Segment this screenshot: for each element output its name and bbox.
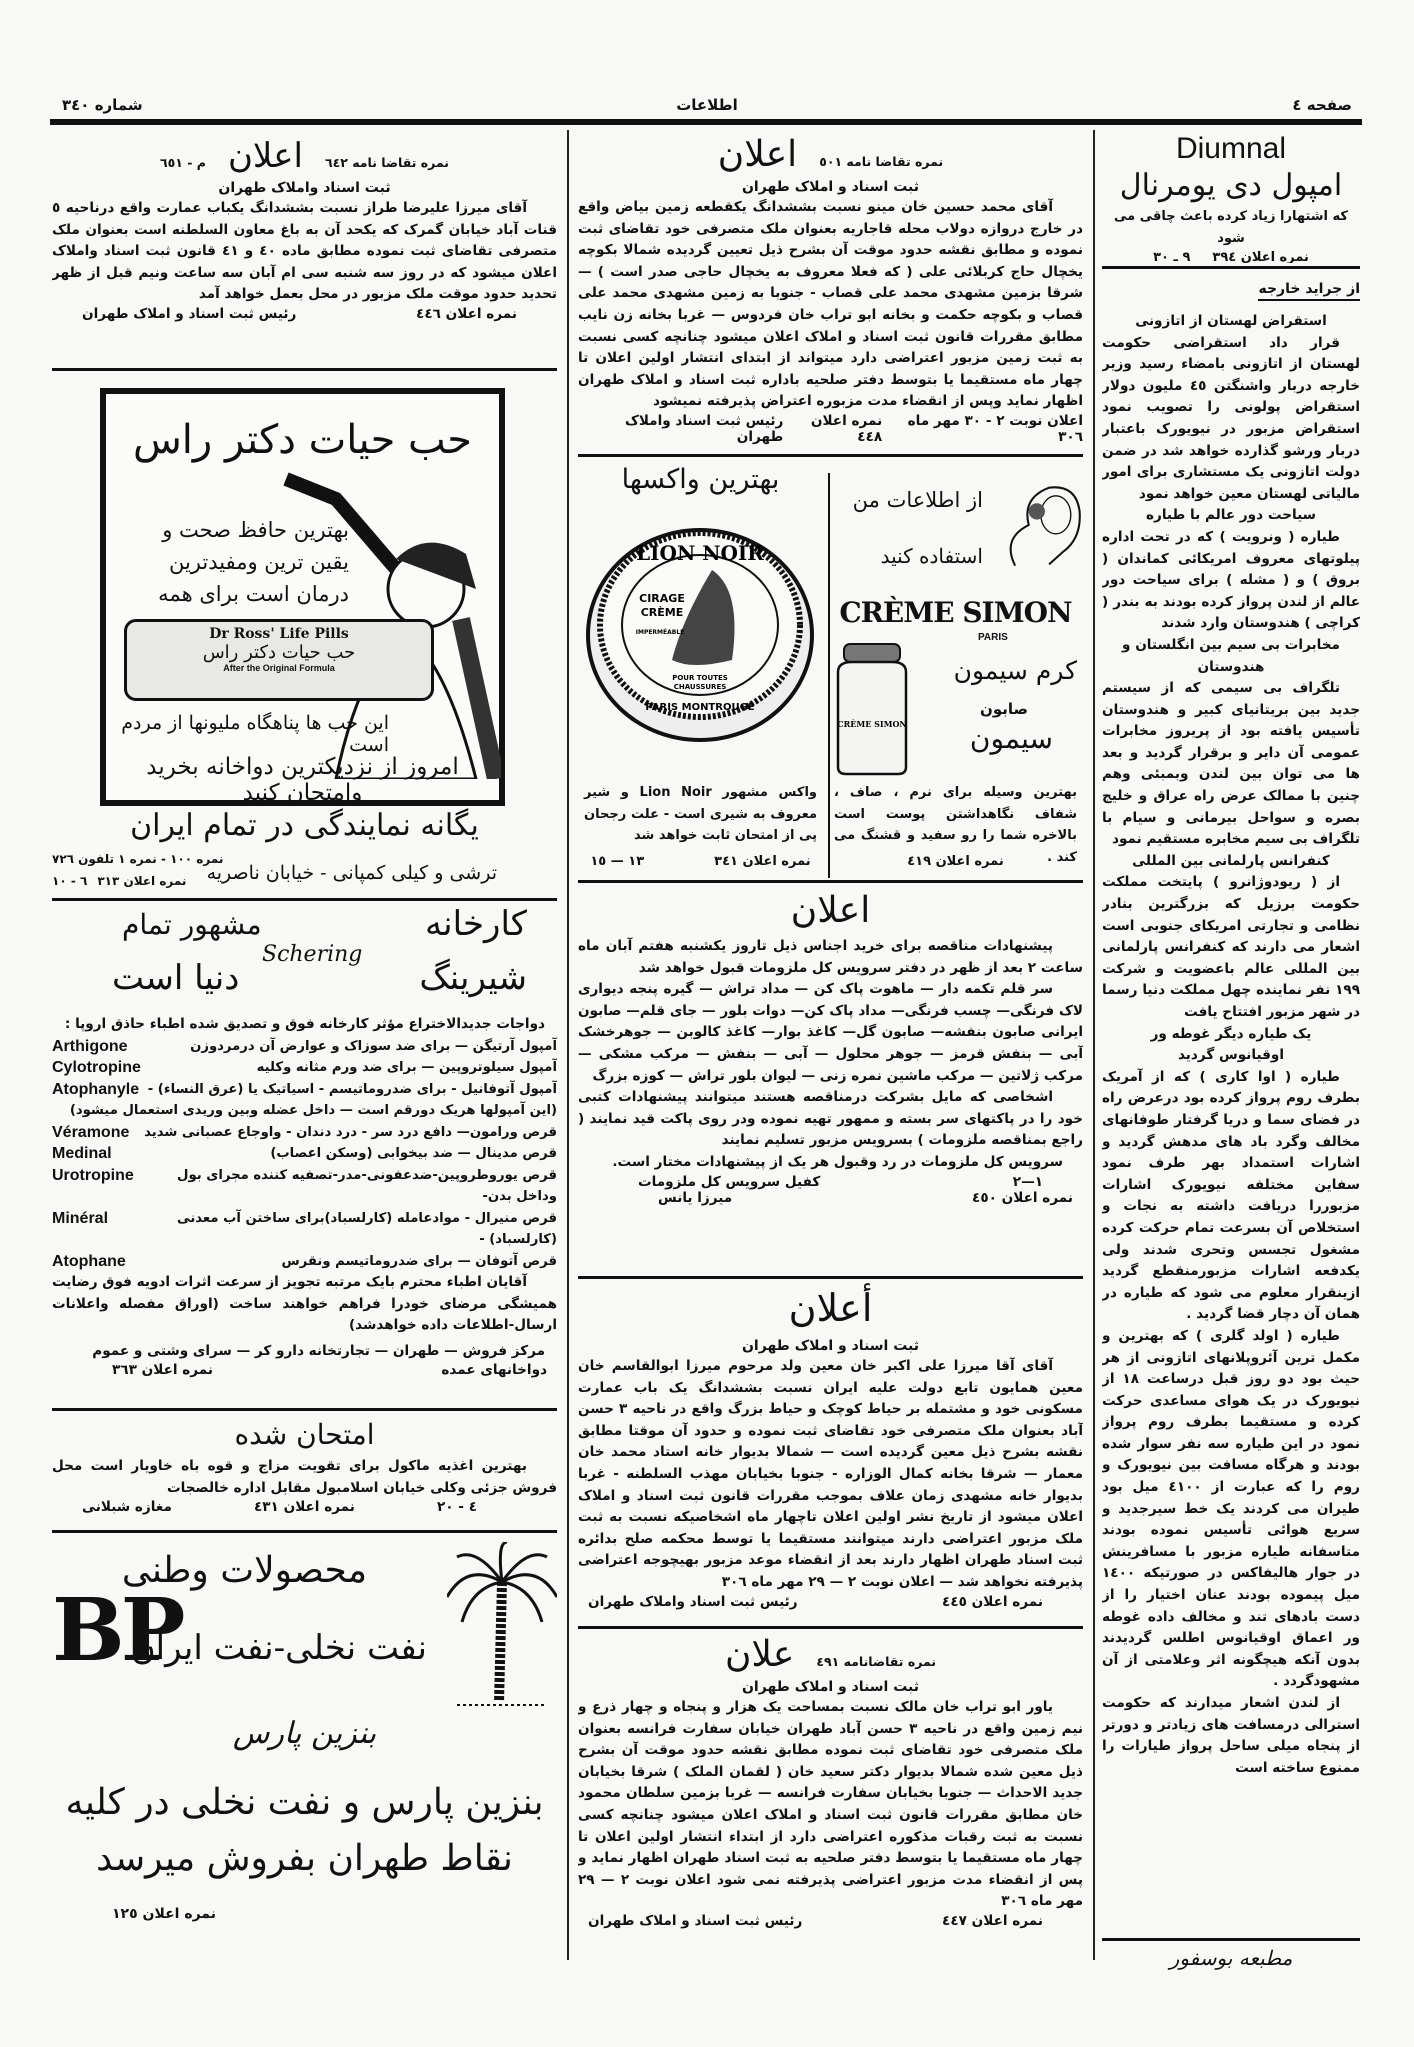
notice-body: آقای محمد حسین خان مینو نسبت بششدانگ یکقطعه زمین بیاض واقع در خارج دروازه دولاب محله قاجاریه بعنوان ملک متصرفی خود تقاضای ثبت نموده و مطابق نقشه حدود موقت آن بشرح ذیل تعیین گردیده شمالا بکوچه یخچال حاج کربلائی علی ( که فعلا معروف به یخچال حاجی صدر است ) — شرقا بزمین مشهدی محمد علی قصاب - جنوبا به زمین مشهدی محمد علی قصاب و بکوچه حکمت و بخانه ابو تراب خان فردوس — غربا بخانه زن نایب مطابق مقررات قانون ثبت اسناد و املاک اعلان میشود چنانچه کسی نسبت به ثبت زمین مزبور اعتراضی دارد میتواند از ابتدای انتشار اولین اعلان تا چهار ماه مستقیما یا بتوسط دفتر صلحیه باداره ثبت اسناد و املاک طهران اظهار نماید وپس از انقضاء مدت مزبوره اعتراض پذیرفته نمیشود xyxy=(578,199,1083,410)
registration-notice-642 xyxy=(52,136,557,361)
divider xyxy=(578,880,1083,883)
ross-phone: نمره ١٠٠ - نمره ١ تلفون ٧٢٦ xyxy=(52,852,224,866)
request-number: نمره تقاضا نامه ٦٤٢ xyxy=(324,155,449,170)
ad-code: ١٣ — ١٥ xyxy=(590,854,645,869)
drug-item: آمپول آتوفانیل - برای ضدروماتیسم - اسیاتیک یا (عرق النساء) - Atophanyle xyxy=(52,1080,557,1098)
pack-label-en: Dr Ross' Life Pills xyxy=(209,626,349,642)
lion-body: واکس مشهور Lion Noir و شیر معروف به شیری است - علت رجحان پی از امتحان ثابت خواهد شد xyxy=(584,785,817,844)
bp-line1: بنزین پارس و نفت نخلی در کلیه xyxy=(65,1782,544,1823)
ross-line2: این حب ها پناهگاه ملیونها از مردم است xyxy=(121,712,389,756)
shop-name: مغازه شبلانی xyxy=(82,1499,172,1516)
newspaper-name: اطلاعات xyxy=(676,96,738,114)
article-paragraph: طیاره ( اولد گلری ) که بهترین و مکمل ترین آئروپلانهای اتازونی از هر حیث بود دو روز قبل درساعت ١٨ از نیویورک در یک هوای مساعدی حرکت کرده و مستقیما بطرف روم پرواز نمود در این طیاره سه نفر سوار شده بودند و هرگاه مسافت بین نیویورک و روم را که عبارت از ٤١٠٠ میل بود طیران می کردند یک خط سیرجدید و سریع هوائی تأسیس نموده بودند متاسفانه طیاره مزبور با مسافرینش در جوار هالیفاکس در صورتیکه ١٤٠٠ میل پیموده بودند عنان اختیار را از دست بادهای تند و مخالف داده غوطه ور اعماق اوقیانوس اطلس گردیدند بدون آنکه هیچگونه اثر وعلامتی از آن مشهودگردد . xyxy=(1102,1327,1360,1690)
pack-label-fa: حب حیات دکتر راس xyxy=(202,642,356,663)
lion-noir-ad xyxy=(578,460,823,880)
jar-label: CRÈME SIMON xyxy=(837,719,907,729)
schering-heading: دنیا است xyxy=(112,958,240,998)
schering-heading: کارخانه xyxy=(424,904,527,944)
schering-heading: شیرینگ xyxy=(419,958,527,998)
notice-title: أعلان xyxy=(788,1286,873,1330)
simon-city: PARIS xyxy=(978,632,1008,643)
cream-jar-icon xyxy=(832,642,912,777)
notice-signature: رئیس ثبت اسناد واملاک طهران xyxy=(588,1593,798,1610)
notice-title: اعلان xyxy=(717,134,798,175)
simon-brand: CRÈME SIMON xyxy=(839,596,1072,629)
notice-signature: رئیس ثبت اسناد و املاک طهران xyxy=(588,1912,803,1929)
bp-brand: بنزین پارس xyxy=(232,1716,377,1751)
tin-line1: CIRAGE xyxy=(639,592,685,605)
bp-subtitle: نفت نخلی-نفت ایران xyxy=(130,1628,427,1668)
article-paragraph: طیاره ( اوا کاری ) که از آمریک بطرف روم پرواز کرده بود درعرض راه در فضای سما و دریا گرفتار طوفانهای مخالف وگرد باد های مدهش گردید و اشارات استمداد بهر طرف نمود سفاین مختلفه نیویورک اشارات مزبوررا دریافت داشته به نجات و استخلاص آن بسرعت تمام حرکت کرده مشغول تجسس وتحری شدند ولی یکدفعه اشارات مزبورمنقطع گردید ازینقرار معلوم می شود که طیاره در همان آن دچار قضا گردید . xyxy=(1102,1068,1360,1323)
ad-number: نمره اعلان ٤٤٧ xyxy=(942,1912,1043,1929)
palm-tree-icon xyxy=(447,1542,557,1712)
drug-item: قرص مدینال — ضد بیخوابی (وسکن اعصاب) Medinal xyxy=(52,1145,557,1163)
article-heading: یک طیاره دیگر غوطه ور اوقیانوس گردید xyxy=(1150,1025,1312,1064)
schering-doctors-note: آقایان اطباء محترم بایک مرتبه تجویز از سرعت اثرات ادویه فوق رضایت همیشگی مرضای خودرا فراهم خواهند ساخت (اوراق مفصله واعلانات ارسال-اطلاعات داده خواهدشد) xyxy=(52,1274,557,1334)
notice-title: اعلان xyxy=(790,890,871,931)
request-number: نمره تقاضا نامه ٥٠١ xyxy=(819,154,944,169)
article-heading: استقراض لهستان از اتازونی xyxy=(1135,313,1327,329)
drug-note: (این آمپولها هریک دورقم است — داخل عضله وبین وریدی استعمال میشود) xyxy=(69,1103,557,1119)
ad-number: نمره اعلان ٤٣١ xyxy=(253,1499,355,1516)
simon-tagline: از اطلاعات من xyxy=(852,488,983,512)
ross-slogan-line: درمان است برای همه xyxy=(158,582,349,606)
ad-number: نمره اعلان ٤٤٦ xyxy=(416,305,517,322)
tender-intro: پیشنهادات مناقصه برای خرید اجناس ذیل تاروز یکشنبه هفتم آبان ماه ساعت ٢ بعد از ظهر در دفتر سرویس کل ملزومات قبول خواهد شد xyxy=(578,938,1083,976)
divider xyxy=(578,454,1083,457)
tin-brand: LION NOIR xyxy=(636,541,764,565)
simon-fa-name: کرم سیمون xyxy=(953,656,1077,685)
registration-notice-445 xyxy=(578,1282,1083,1622)
notice-body: آقای آقا میرزا علی اکبر خان معین ولد مرحوم میرزا ابوالقاسم خان معین همایون تابع دولت علیه ایران نسبت بششدانگ یک باب عمارت مسکونی خود و مشتمله بر حیاط کوچک و حیاط بزرگ واقع در ناحیه ٣ حسن آباد بعنوان ملک متصرفی خود تقاضای ثبت نموده و حدود آن موقتا مطابق نقشه بشرح ذیل معین گردیده است — شمالا بدیوار خانه استاد محمد خان معمار — شرقا بخانه کمال الوزاره - جنوبا بخیابان مهذب السلطنه - غربا بدیوار خانه مشهدی زمان علاف بموجب مقررات قانون ثبت اسناد و املاک اعلان میشود از تاریخ نشر اولین اعلان تاچهار ماه اشخاصیکه نسبت به ثبت ملک مزبور اعتراضی دارند میتوانند مستقیما یا توسط محکمه صلح بدائره ثبت اسناد طهران اظهار دارند بعد از انقضاء موعد مزبور بهیچوجه اعتراضی پذیرفته نخواهد شد — اعلان نوبت ٢ — ٢٩ مهر ماه ٣٠٦ xyxy=(578,1358,1083,1590)
bp-line2: نقاط طهران بفروش میرسد xyxy=(96,1838,513,1879)
ad-code: ٤ - ٢٠ xyxy=(436,1499,477,1516)
schering-sales: مرکز فروش — طهران — تجارتخانه دارو کر — سرای وشتی و عموم xyxy=(92,1342,545,1359)
ross-slogan-line: یقین ترین ومفیدترین xyxy=(168,550,349,574)
ad-number: نمره اعلان ٤٤٨ xyxy=(810,412,883,445)
notice-subtitle: ثبت اسناد و املاک طهران xyxy=(741,1338,920,1354)
registration-notice-501 xyxy=(578,134,1083,452)
notice-body: آقای میرزا علیرضا طراز نسبت بششدانگ یکباب عمارت واقع درناحیه ٥ قنات آباد خیابان گمرک که یکحد آن به باغ معاون السلطنه است بعنوان ملک متصرفی تقاضای ثبت نموده مطابق ماده ٤٠ و ٤١ قانون ثبت اسناد واملاک اعلان میشود که در روز سه شنبه سی ام آبان سه ساعت ونیم قبل از ظهر تحدید حدود موقت ملک مزبور در محل بعمل خواهد آمد xyxy=(52,200,557,303)
notice-subtitle: ثبت اسناد و املاک طهران xyxy=(741,1679,920,1695)
notice-title: اعلان xyxy=(227,136,303,176)
divider xyxy=(578,1276,1083,1279)
drug-item: قرص آتوفان — برای ضدروماتیسم ونقرس Atophane xyxy=(52,1252,557,1270)
schering-ad xyxy=(52,904,557,1404)
middle-column xyxy=(578,128,1083,1968)
drug-item: آمپول سیلوتروپین — برای ضد ورم مثانه وکلیه Cylotropine xyxy=(52,1059,557,1077)
ad-number: نمره اعلان ٣٤١ xyxy=(714,854,811,869)
drug-item: قرص یوروطروپین-ضدعفونی-مدر-تصفیه کننده مجرای بول وداخل بدن- Urotropine xyxy=(52,1166,557,1205)
caviar-ad xyxy=(52,1414,557,1526)
divider xyxy=(1102,266,1360,269)
schering-logo: Schering xyxy=(262,942,363,967)
request-number: نمره تقاضانامه ٤٩١ xyxy=(816,1654,937,1669)
article-paragraph: از ( ریودوژانرو ) پایتخت مملکت حکومت برزیل که بزرگترین بنادر نظامی و تجارتی امریکای جنوبی است اشعار می دارند که کنفرانس پارلمانی بین المللی عالم باعضویت و شرکت ١٩٩ نفر نماینده چهل مملکت دنیا رسما در شهر مزبور افتتاح یافت xyxy=(1102,874,1360,1020)
diumnal-title: امپول دی یومرنال xyxy=(1119,168,1343,203)
pill-package-icon xyxy=(124,619,434,701)
ad-number: نمره اعلان ٣٦٣ xyxy=(112,1362,213,1379)
lion-title: بهترین واکسها xyxy=(621,464,780,495)
diumnal-latin: Diumnal xyxy=(1175,132,1287,165)
simon-body: بهترین وسیله برای نرم ، صاف ، شفاف نگاهداشتن پوست است بالاخره شما را رو سفید و قشنگ می کند . xyxy=(834,785,1077,865)
column-divider xyxy=(1093,130,1095,1960)
ad-number: نمره اعلان ٤٤٥ xyxy=(942,1593,1043,1610)
divider xyxy=(52,1530,557,1533)
diumnal-ad xyxy=(1102,128,1360,263)
ross-contact xyxy=(52,852,557,896)
article-paragraph: از لندن اشعار میدارند که حکومت استرالی درمسافت های زیادتر و دورتر از پنجاه میلی ساحل پرواز طیارات را ممنوع ساخته است xyxy=(1102,1695,1360,1776)
drug-item: قرص ورامون— دافع درد سر - درد دندان - واوجاع عصبانی شدید Véramone xyxy=(52,1123,557,1141)
tender-instructions: اشخاصی که مایل بشرکت درمناقصه هستند میتوانند پیشنهادات کتبی خود را در پاکتهای سر بسته و ممهور تهیه نموده ودر روی پاکت قید نمایند ( راجع بمناقصه ملزومات ) بسرویس مزبور تسلیم نمایند xyxy=(578,1089,1083,1149)
tender-note: سرویس کل ملزومات در رد وقبول هر یک از پیشنهادات مختار است. xyxy=(612,1153,1063,1170)
divider xyxy=(52,1408,557,1411)
divider xyxy=(578,1626,1083,1629)
ad-code: ١—٢ xyxy=(1012,1173,1043,1190)
woman-illustration xyxy=(988,460,1083,590)
notice-body: یاور ابو تراب خان مالک نسبت بمساحت یک هزار و پنجاه و چهار ذرع و نیم زمین واقع در ناحیه ٣ حسن آباد طهران خیابان سفارت فرانسه بعنوان ملک متصرفی خود تقاضای ثبت نموده مطابق نقشه حدود موقت آن بشرح ذیل معین شده شمالا بدیوار دکتر سعید خان ( لقمان الملک ) شرقا بخیابان جدید الاحداث — جنوبا بخیابان سفارت فرانسه — غربا بزمین سلطان محمود خان مطابق مقررات قانون ثبت اسناد و املاک اعلان میشود چنانچه کسی نسبت به ثبت رقبات مذکوره اعتراضی دارد از ابتداء انتشار اولین اعلان تا چهار ماه مستقیما یا بتوسط دفتر صلحیه به ثبت اسناد طهران اظهار نماید و پس از انقضاء مدت مزبور اعتراضی پذیرفته نمی شود اعلان نوبت ٢ — ٢٩ مهر ماه ٣٠٦ xyxy=(578,1699,1083,1910)
left-column xyxy=(52,128,557,1988)
article-heading: کنفرانس پارلمانی بین المللی xyxy=(1132,852,1330,869)
article-paragraph: قرار داد استقراضی حکومت لهستان از اتازونی بامضاء رسید وزیر خارجه دربار واشنگتن ٤٥ ملیون دولار استقراض پولونی را تصویب نمود استقراض مزبور در نیویورک باعتبار دربار ورشو گذارده خواهد شد در ضمن دولت اتازونی یک مستشاری برای امور مالیاتی لهستان معین خواهد نمود xyxy=(1102,334,1360,502)
ad-number: نمره اعلان ٤٥٠ xyxy=(972,1189,1073,1206)
tender-office: کفیل سرویس کل ملزومات xyxy=(638,1173,821,1190)
drug-item: آمپول آرتیگن — برای ضد سوزاک و عوارض آن درمردوزن Arthigone xyxy=(52,1037,557,1055)
header-rule xyxy=(50,119,1362,125)
page-number: صفحه ٤ xyxy=(1292,96,1352,114)
tin-line2: CRÈME xyxy=(640,606,684,619)
pack-sub: After the Original Formula xyxy=(223,663,335,673)
ross-title: حب حیات دکتر راس xyxy=(132,417,473,463)
column-divider xyxy=(567,130,569,1960)
divider xyxy=(52,898,557,901)
divider xyxy=(1102,1938,1360,1941)
notice-date: اعلان نوبت ٢ - ٣٠ مهر ماه ٣٠٦ xyxy=(907,412,1083,445)
foreign-press-section xyxy=(1102,278,1360,1933)
bp-ad xyxy=(52,1536,557,1976)
schering-heading: مشهور تمام xyxy=(122,908,262,941)
bp-logo: BP xyxy=(52,1580,182,1681)
article-paragraph: تلگراف بی سیمی که از سیستم جدید بین بریتانیای کبیر و هندوستان تأسیس یافته بود از پریروز مخابرات عمومی آن دایر و برقرار گردید و بعد ها می توان بین لندن وبمبئی وهم چنین با ممالک عرض راه عراق و خلیج بصره و سواحل بیرمانی و سیام با تلگراف بی سیم مخابره مستقیم نمود xyxy=(1102,680,1360,848)
printer-signature: مطبعه بوسفور xyxy=(1169,1946,1293,1970)
lion-noir-tin-icon xyxy=(582,510,818,745)
ross-company: ترشی و کیلی کمپانی - خیابان ناصریه xyxy=(206,862,497,884)
section-heading: از جراید خارجه xyxy=(1258,281,1360,301)
notice-title: علان xyxy=(724,1634,795,1675)
divider xyxy=(52,368,557,371)
tin-line3: IMPERMÉABLE xyxy=(635,629,685,636)
right-column xyxy=(1102,128,1360,1998)
article-heading: سیاحت دور عالم با طیاره xyxy=(1145,507,1317,524)
ross-agency: یگانه نمایندگی در تمام ایران xyxy=(130,808,479,843)
tested-body: بهترین اغذیه ماکول برای تقویت مزاج و قوه باه خاویار است محل فروش جزئی وکلی خیابان اسلامبول مقابل اداره خالصجات xyxy=(52,1458,557,1496)
notice-code: م - ٦٥١ xyxy=(160,155,206,170)
bp-title: محصولات وطنی xyxy=(121,1550,367,1591)
diumnal-text: که اشتهارا زیاد کرده باعث چاقی می شود xyxy=(1114,209,1348,246)
ad-number: نمره اعلان ٣١٣ xyxy=(97,874,187,888)
ad-divider xyxy=(828,473,830,878)
tin-city: PARIS MONTROUGE xyxy=(645,702,755,713)
ad-number: نمره اعلان ٤١٩ xyxy=(907,854,1004,869)
tender-signature: میرزا یانس xyxy=(658,1189,733,1206)
ross-bottom-line: امروز از نزدیکترین دواخانه بخرید وامتحان کنید xyxy=(146,754,459,806)
simon-tagline-2: استفاده کنید xyxy=(880,544,983,568)
notice-signature: رئیس ثبت اسناد واملاک طهران xyxy=(624,412,784,445)
ad-code: ٩ ـ ٣٠ xyxy=(1153,250,1191,263)
ad-number: نمره اعلان ١٢٥ xyxy=(112,1906,216,1922)
tested-title: امتحان شده xyxy=(234,1418,375,1451)
article-heading: مخابرات بی سیم بین انگلستان و هندوستان xyxy=(1122,636,1340,675)
notice-subtitle: ثبت اسناد واملاک طهران xyxy=(218,180,391,196)
tender-items: سر قلم تکمه دار — ماهوت پاک کن — مداد تراش — گیره پنجه دیواری لاک فرنگی— چسب فرنگی— مداد پاک کن— دوات بلور — جای قلم— صابون ایرانی صابون بنفشه— صابون گل— کاغذ بوار— کاغذ کالوبن — جوهرخشک آبی — بنفش قرمز — جوهر محلول — آبی — بنفش — مرکب مشکی — مرکب ژلاتین — مرکب ماشین نمره زنی — لیوان بلور تراش — کوزه بزرگ xyxy=(578,981,1083,1084)
tin-line4: POUR TOUTES xyxy=(672,674,728,682)
notice-signature: رئیس ثبت اسناد و املاک طهران xyxy=(82,305,297,322)
article-paragraph: طیاره ( ونرویت ) که در تحت اداره پیلوتهای معروف امریکائی کماندان ( بروق ) و ( مشله ) برای سیاحت دور عالم از لندن پرواز کرده بودند به بندر ( کراچی ) هندوستان وارد شدند xyxy=(1102,528,1360,632)
registration-notice-491 xyxy=(578,1634,1083,1954)
simon-fa-name-2: سیمون xyxy=(969,722,1053,755)
ad-number: نمره اعلان ٣٩٤ xyxy=(1212,250,1309,263)
issue-number: شماره ٣٤٠ xyxy=(62,96,143,114)
dr-ross-ad xyxy=(100,388,505,806)
notice-subtitle: ثبت اسناد و املاک طهران xyxy=(741,179,920,195)
schering-intro: دواجات جدیدالاختراع مؤثر کارخانه فوق و تصدیق شده اطباء حاذق اروپا : xyxy=(64,1016,545,1032)
ad-code: ٦ - ١٠ xyxy=(52,874,88,888)
tin-line5: CHAUSSURES xyxy=(673,683,727,691)
creme-simon-ad xyxy=(828,460,1083,880)
drug-item: قرص منیرال - موادعامله (کارلسباد)برای ساختن آب معدنی (کارلسباد) - Minéral xyxy=(52,1209,557,1248)
simon-soap: صابون xyxy=(980,700,1028,718)
ross-slogan-line: بهترین حافظ صحت و xyxy=(162,518,349,542)
schering-sales-2: دواخانهای عمده xyxy=(441,1362,547,1379)
tender-notice xyxy=(578,886,1083,1271)
